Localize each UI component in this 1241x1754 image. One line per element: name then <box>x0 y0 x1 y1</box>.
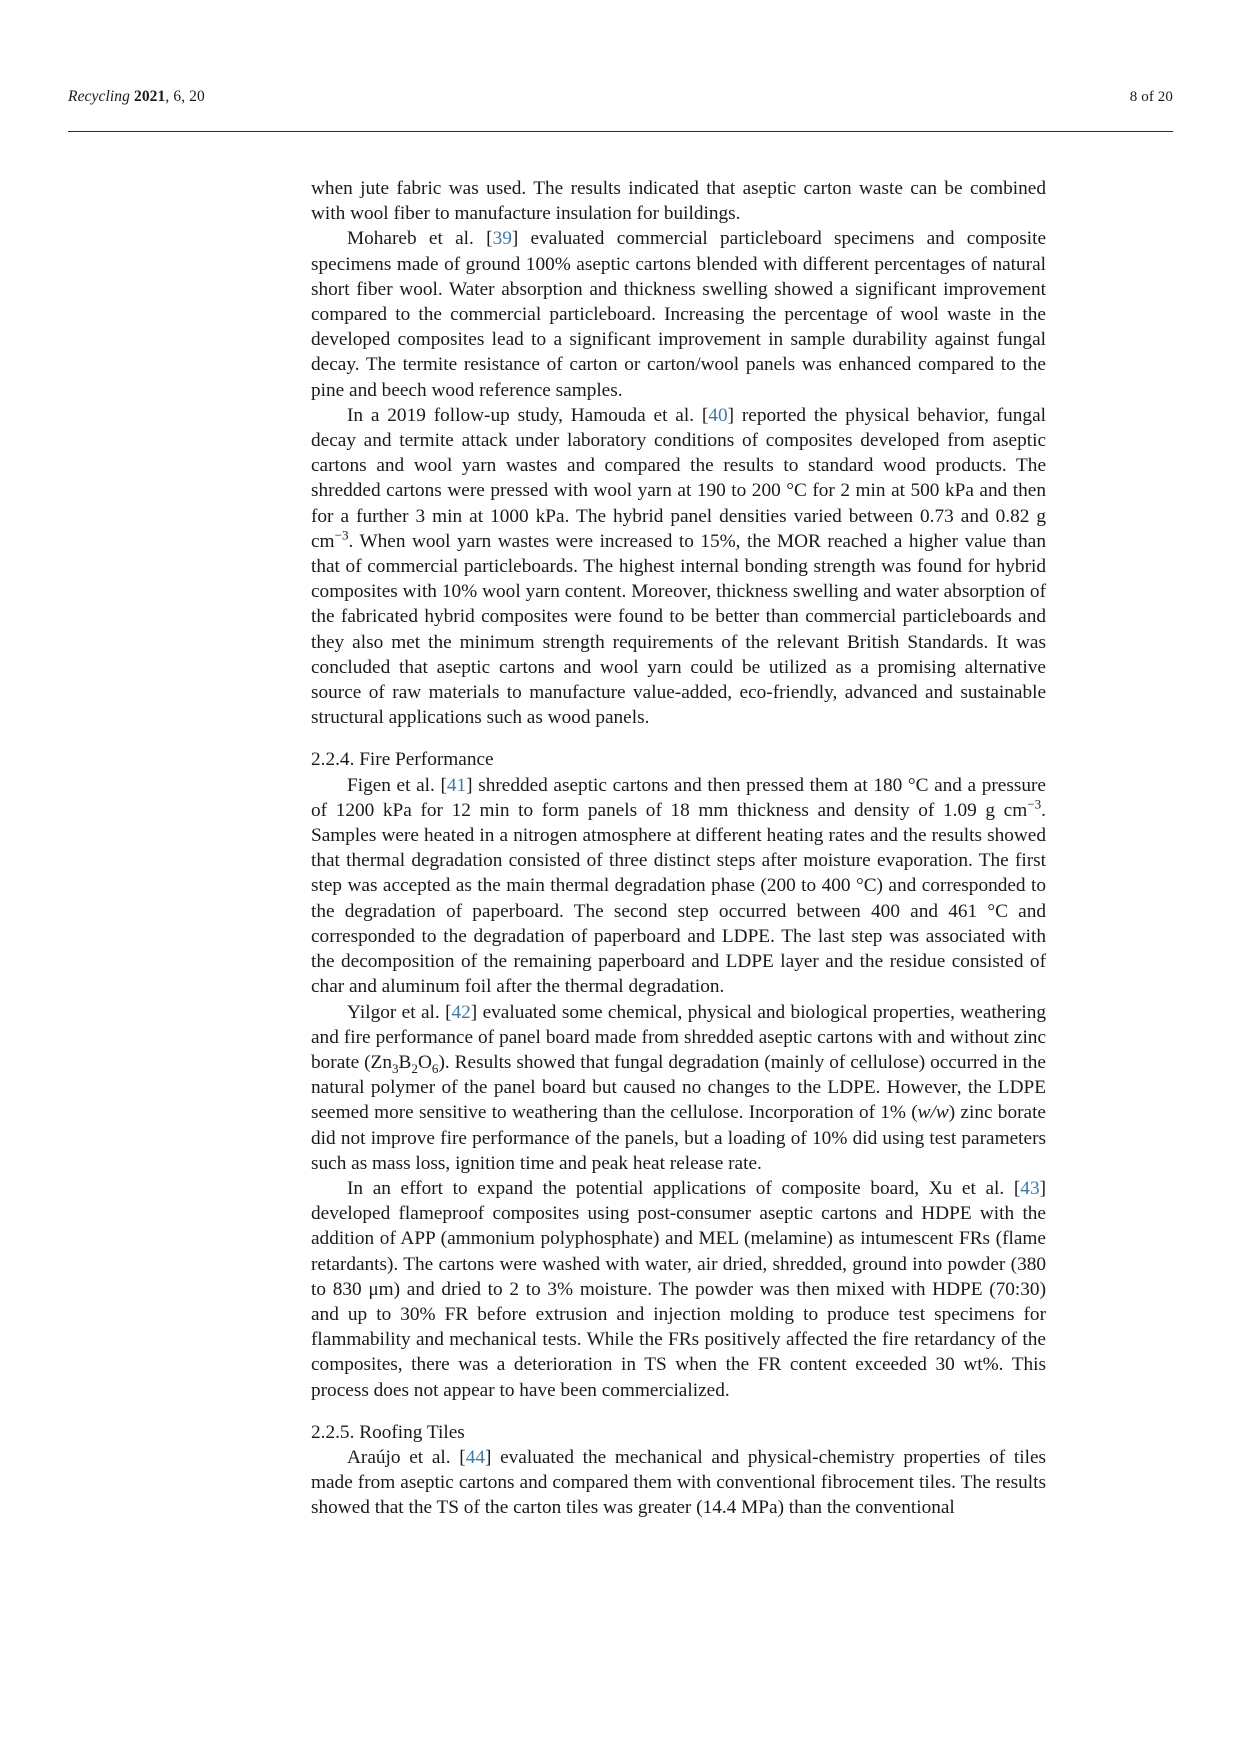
journal-volume: 2021 <box>133 88 166 105</box>
paragraph-text: In an effort to expand the potential applications of composite board, Xu et al. [ <box>347 1177 1021 1199</box>
citation-link-42[interactable]: 42 <box>451 1001 471 1023</box>
section-heading-2-2-5: 2.2.5. Roofing Tiles <box>311 1421 465 1443</box>
spacer <box>311 730 1046 747</box>
paragraph-text: Araújo et al. [ <box>347 1446 466 1468</box>
paragraph-xu <box>311 1176 1046 1403</box>
paragraph-text: . When wool yarn wastes were increased to 15%, the MOR reached a higher value than that of commercial particleboards. The highest internal bonding strength was found for hybrid composites with 10% wool yarn content. Moreover, thickness swelling and water absorption of the fabricated hybrid composites were found to be better than commercial particleboards and they also met the minimum strength requirements of the relevant British Standards. It was concluded that aseptic cartons and wool yarn could be utilized as a promising alternative source of raw materials to manufacture value-added, eco-friendly, advanced and sustainable structural applications such as wood panels. <box>311 530 1046 729</box>
citation-link-41[interactable]: 41 <box>446 774 467 796</box>
formula-text: O <box>417 1051 432 1073</box>
paragraph-text: ] reported the physical behavior, fungal decay and termite attack under laboratory conditions of composites developed from aseptic cartons and wool yarn wastes and compared the results to standard wood products. The shredded cartons were pressed with wool yarn at 190 to 200 °C for 2 min at 500 kPa and then for a further 3 min at 1000 kPa. The hybrid panel densities varied between 0.73 and 0.82 g cm <box>311 404 1046 552</box>
paragraph-text: ] developed flameproof composites using post-consumer aseptic cartons and HDPE with the addition of APP (ammonium polyphosphate) and MEL (melamine) as intumescent FRs (flame retardants). The cartons were washed with water, air dried, shredded, ground into powder (380 to 830 μm) and dried to 2 to 3% moisture. The powder was then mixed with HDPE (70:30) and up to 30% FR before extrusion and injection molding to produce test specimens for flammability and mechanical tests. While the FRs positively affected the fire retardancy of the composites, there was a deterioration in TS when the FR content exceeded 30 wt%. This process does not appear to have been commercialized. <box>311 1177 1046 1401</box>
page-number: 8 of 20 <box>1129 89 1173 105</box>
paragraph-hamouda <box>311 403 1046 731</box>
subscript-b: 2 <box>411 1060 418 1076</box>
paragraph-text: ). Results showed that fungal degradation (mainly of cellulose) occurred in the natural polymer of the panel board but caused no changes to the LDPE. However, the LDPE seemed more sensitive to weathering than the cellulose. Incorporation of 1% ( <box>311 1051 1046 1124</box>
journal-issue: , 6, 20 <box>165 88 205 105</box>
paragraph-text: ) zinc borate did not improve fire performance of the panels, but a loading of 10% did using test parameters such as mass loss, ignition time and peak heat release rate. <box>311 1102 1046 1174</box>
paragraph-yilgor <box>311 1000 1046 1176</box>
journal-citation <box>68 88 205 107</box>
paragraph-araujo <box>311 1445 1046 1521</box>
citation-link-40[interactable]: 40 <box>708 404 728 426</box>
paragraph-text: when jute fabric was used. The results indicated that aseptic carton waste can be combined with wool fiber to manufacture insulation for buildings. <box>311 178 1046 225</box>
journal-title: Recycling <box>68 88 130 105</box>
citation-link-39[interactable]: 39 <box>492 228 512 250</box>
paragraph-text: ] evaluated the mechanical and physical-chemistry properties of tiles made from aseptic cartons and compared them with conventional fibrocement tiles. The results showed that the TS of the carton tiles was greater (14.4 MPa) than the conventional <box>311 1446 1047 1519</box>
paragraph-continuation <box>311 176 1046 226</box>
paragraph-text: Figen et al. [ <box>347 774 447 796</box>
section-heading-2-2-4: 2.2.4. Fire Performance <box>311 749 494 771</box>
citation-link-44[interactable]: 44 <box>465 1446 485 1468</box>
subscript-zn: 3 <box>391 1060 399 1076</box>
paragraph-text: In a 2019 follow-up study, Hamouda et al. [ <box>347 404 709 426</box>
superscript-exponent: −3 <box>334 527 349 543</box>
paragraph-text: . Samples were heated in a nitrogen atmosphere at different heating rates and the results showed that thermal degradation consisted of three distinct steps after moisture evaporation. The first step was accepted as the main thermal degradation phase (200 to 400 °C) and corresponded to the degradation of paperboard. The second step occurred between 400 and 461 °C and corresponded to the degradation of paperboard and LDPE. The last step was associated with the decomposition of the remaining paperboard and LDPE layer and the residue consisted of char and aluminum foil after the thermal degradation. <box>311 799 1046 998</box>
running-head <box>68 88 1173 132</box>
paragraph-figen <box>311 773 1046 1000</box>
spacer <box>311 1403 1046 1420</box>
paragraph-text: Yilgor et al. [ <box>347 1001 452 1023</box>
paragraph-text: ] shredded aseptic cartons and then pressed them at 180 °C and a pressure of 1200 kPa for 12 min to form panels of 18 mm thickness and density of 1.09 g cm <box>311 774 1046 821</box>
superscript-exponent: −3 <box>1027 796 1042 812</box>
paragraph-text: ] evaluated some chemical, physical and biological properties, weathering and fire performance of panel board made from shredded aseptic cartons with and without zinc borate (Zn <box>311 1001 1046 1073</box>
subscript-o: 6 <box>431 1060 439 1076</box>
paragraph-text: Mohareb et al. [ <box>347 228 493 250</box>
citation-link-43[interactable]: 43 <box>1020 1177 1040 1199</box>
formula-text: B <box>398 1051 412 1073</box>
italic-ratio-ww: w/w <box>917 1102 949 1124</box>
paragraph-text: ] evaluated commercial particleboard specimens and composite specimens made of ground 100% aseptic cartons blended with different percentages of natural short fiber wool. Water absorption and thickness swelling showed a significant improvement compared to the commercial particleboard. Increasing the percentage of wool waste in the developed composites lead to a significant improvement in sample durability against fungal decay. The termite resistance of carton or carton/wool panels was enhanced compared to the pine and beech wood reference samples. <box>311 228 1047 401</box>
paragraph-mohareb <box>311 226 1046 402</box>
body-text-column <box>311 176 1046 1521</box>
